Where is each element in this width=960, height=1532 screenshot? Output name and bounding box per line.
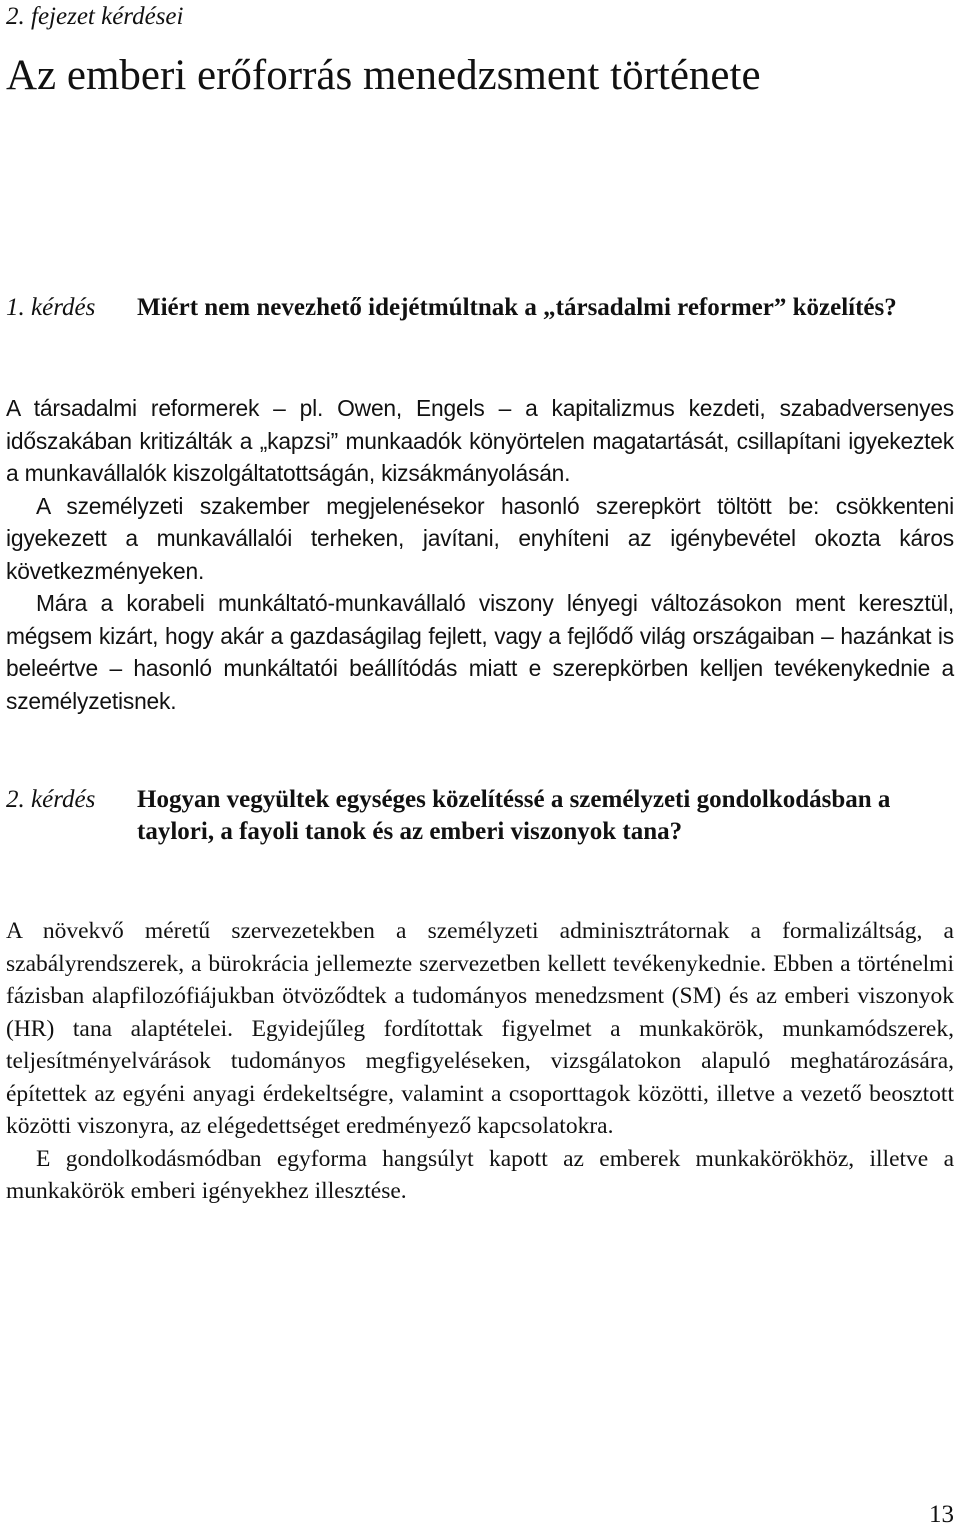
answer-paragraph: A társadalmi reformerek – pl. Owen, Engels – a kapitalizmus kezdeti, szabadversenyes időszakában kritizálták a „kapzsi” munkaadók könyörtelen magatartását, csillapítani igyekeztek a munkavállalók kiszolgáltatottságán, kizsákmányolásán. xyxy=(6,395,954,486)
answer-paragraph: Mára a korabeli munkáltató-munkavállaló viszony lényegi változásokon ment keresztül, mégsem kizárt, hogy akár a gazdaságilag fejlett, vagy a fejlődő világ országaiban – hazánkat is beleértve – hasonló munkáltatói beállítódás miatt e szerepkörben kelljen tevékenykednie a személyzetisnek. xyxy=(6,590,954,714)
answer-2 xyxy=(6,915,954,1208)
answer-1 xyxy=(6,392,954,717)
page-number: 13 xyxy=(929,1501,954,1528)
question-text: Hogyan vegyültek egységes közelítéssé a személyzeti gondolkodásban a taylori, a fayoli tanok és az emberi viszonyok tana? xyxy=(137,786,891,845)
chapter-title: Az emberi erőforrás menedzsment története xyxy=(6,52,761,99)
question-text: Miért nem nevezhető idejétmúltnak a „társadalmi reformer” közelítés? xyxy=(137,294,897,321)
answer-paragraph: A személyzeti szakember megjelenésekor hasonló szerepkört töltött be: csökkenteni igyekezett a munkavállalói terheken, javítani, enyhíteni az igénybevétel okozta káros következményeken. xyxy=(6,492,954,584)
question-number: 2. kérdés xyxy=(6,786,96,813)
answer-paragraph: E gondolkodásmódban egyforma hangsúlyt kapott az emberek munkakörökhöz, illetve a munkakörök emberi igényekhez illesztése. xyxy=(6,1145,954,1204)
chapter-label: 2. fejezet kérdései xyxy=(6,3,184,30)
question-1 xyxy=(6,292,946,324)
question-number: 1. kérdés xyxy=(6,294,96,321)
question-2 xyxy=(6,784,946,848)
answer-paragraph: A növekvő méretű szervezetekben a személyzeti adminisztrátornak a formalizáltság, a szabályrendszerek, a bürokrácia jellemezte szervezetben kellett tevékenykednie. Ebben a történelmi fázisban alapfilozófiájukban ötvöződtek a tudományos menedzsment (SM) és az emberi viszonyok (HR) tana alaptételei. Egyidejűleg fordítottak figyelmet a munkakörök, munkamódszerek, teljesítményelvárások tudományos megfigyeléseken, vizsgálatokon alapuló meghatározására, építettek az egyéni anyagi érdekeltségre, valamint a csoporttagok közötti, illetve a vezető beosztott közötti viszonyra, az elégedettséget eredményező kapcsolatokra. xyxy=(6,918,954,1139)
